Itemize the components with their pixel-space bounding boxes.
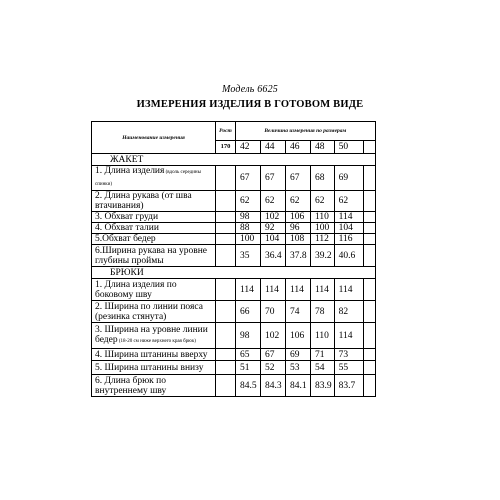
blank-cell xyxy=(363,375,375,397)
height-cell xyxy=(216,279,236,301)
height-value: 170 xyxy=(216,141,236,154)
height-cell xyxy=(216,323,236,349)
blank-cell xyxy=(363,361,375,375)
measurement-label: 4. Обхват талии xyxy=(95,223,159,233)
height-cell xyxy=(216,245,236,267)
value-cell: 78 xyxy=(311,301,335,323)
value-cell: 84.5 xyxy=(236,375,261,397)
value-cell: 66 xyxy=(236,301,261,323)
value-cell: 62 xyxy=(311,191,335,212)
blank-cell xyxy=(363,349,375,361)
measurement-name xyxy=(92,191,216,212)
table-row xyxy=(92,349,376,361)
value-cell: 53 xyxy=(286,361,311,375)
value-cell: 54 xyxy=(311,361,335,375)
measurement-label: 1. Длина изделия по боковому шву xyxy=(95,279,177,300)
value-cell: 114 xyxy=(334,212,363,223)
value-cell: 96 xyxy=(286,223,311,234)
table-row xyxy=(92,245,376,267)
measurement-label: 6.Ширина рукава на уровне глубины проймы xyxy=(95,245,208,266)
section-row xyxy=(92,154,376,166)
value-cell: 67 xyxy=(286,166,311,191)
section-row xyxy=(92,267,376,279)
value-cell: 84.1 xyxy=(286,375,311,397)
value-cell: 40.6 xyxy=(334,245,363,267)
table-row xyxy=(92,375,376,397)
value-cell: 36.4 xyxy=(261,245,286,267)
blank-cell xyxy=(363,279,375,301)
value-cell: 114 xyxy=(286,279,311,301)
value-cell: 74 xyxy=(286,301,311,323)
measurement-label: 3. Обхват груди xyxy=(95,212,159,222)
value-cell: 62 xyxy=(334,191,363,212)
measurement-name xyxy=(92,349,216,361)
value-cell: 51 xyxy=(236,361,261,375)
measurement-name xyxy=(92,361,216,375)
value-cell: 73 xyxy=(334,349,363,361)
section-title: ЖАКЕТ xyxy=(92,154,376,166)
section-title: БРЮКИ xyxy=(92,267,376,279)
value-cell: 112 xyxy=(311,234,335,245)
value-cell: 102 xyxy=(261,212,286,223)
measurement-name xyxy=(92,301,216,323)
height-cell xyxy=(216,191,236,212)
blank-cell xyxy=(363,323,375,349)
measurement-name xyxy=(92,323,216,349)
value-cell: 82 xyxy=(334,301,363,323)
value-cell: 114 xyxy=(334,279,363,301)
value-cell: 69 xyxy=(334,166,363,191)
height-cell xyxy=(216,234,236,245)
value-cell: 104 xyxy=(334,223,363,234)
value-cell: 106 xyxy=(286,323,311,349)
value-cell: 114 xyxy=(334,323,363,349)
size-header: 48 xyxy=(311,141,335,154)
table-row xyxy=(92,212,376,223)
value-cell: 114 xyxy=(311,279,335,301)
model-label: Модель 6625 xyxy=(221,84,279,95)
value-cell: 71 xyxy=(311,349,335,361)
value-cell: 104 xyxy=(261,234,286,245)
value-cell: 98 xyxy=(236,323,261,349)
page-title: ИЗМЕРЕНИЯ ИЗДЕЛИЯ В ГОТОВОМ ВИДЕ xyxy=(136,99,364,110)
value-cell: 35 xyxy=(236,245,261,267)
blank-cell xyxy=(363,301,375,323)
measurement-label: 6. Длина брюк по внутреннему шву xyxy=(95,375,167,396)
measurement-name xyxy=(92,279,216,301)
measurement-label: 3. Ширина на уровне линии бедер xyxy=(95,324,208,345)
blank-cell xyxy=(363,234,375,245)
table-row xyxy=(92,223,376,234)
height-cell xyxy=(216,349,236,361)
value-cell: 67 xyxy=(236,166,261,191)
blank-cell xyxy=(363,212,375,223)
value-cell: 55 xyxy=(334,361,363,375)
size-header: 50 xyxy=(334,141,363,154)
header-measurement-name: Наименование измерения xyxy=(92,122,216,154)
value-cell: 62 xyxy=(261,191,286,212)
table-row xyxy=(92,166,376,191)
height-cell xyxy=(216,301,236,323)
value-cell: 65 xyxy=(236,349,261,361)
value-cell: 67 xyxy=(261,166,286,191)
table-row xyxy=(92,323,376,349)
measurement-note: (вдоль середины спинки) xyxy=(95,170,201,187)
value-cell: 110 xyxy=(311,212,335,223)
value-cell: 83.7 xyxy=(334,375,363,397)
measurement-label: 5.Обхват бедер xyxy=(95,234,156,244)
value-cell: 114 xyxy=(236,279,261,301)
height-cell xyxy=(216,212,236,223)
value-cell: 116 xyxy=(334,234,363,245)
value-cell: 100 xyxy=(311,223,335,234)
value-cell: 88 xyxy=(236,223,261,234)
header-height: Рост xyxy=(216,122,236,141)
height-cell xyxy=(216,223,236,234)
measurement-label: 1. Длина изделия xyxy=(95,166,165,176)
value-cell: 62 xyxy=(236,191,261,212)
size-header: 44 xyxy=(261,141,286,154)
table-row xyxy=(92,234,376,245)
measurements-table xyxy=(91,121,376,397)
blank-cell xyxy=(363,191,375,212)
size-header: 46 xyxy=(286,141,311,154)
value-cell: 39.2 xyxy=(311,245,335,267)
measurement-name xyxy=(92,245,216,267)
value-cell: 100 xyxy=(236,234,261,245)
table-row xyxy=(92,191,376,212)
table-row xyxy=(92,361,376,375)
value-cell: 67 xyxy=(261,349,286,361)
value-cell: 69 xyxy=(286,349,311,361)
size-header: 42 xyxy=(236,141,261,154)
value-cell: 92 xyxy=(261,223,286,234)
value-cell: 62 xyxy=(286,191,311,212)
height-cell xyxy=(216,166,236,191)
measurement-note: (18-20 см ниже верхнего края брюк) xyxy=(117,338,196,344)
header-values: Величина измерения по размерам xyxy=(236,122,376,141)
blank-cell xyxy=(363,141,375,154)
measurement-label: 2. Длина рукава (от шва втачивания) xyxy=(95,191,192,211)
measurement-name xyxy=(92,223,216,234)
value-cell: 70 xyxy=(261,301,286,323)
value-cell: 68 xyxy=(311,166,335,191)
value-cell: 102 xyxy=(261,323,286,349)
blank-cell xyxy=(363,166,375,191)
value-cell: 52 xyxy=(261,361,286,375)
measurement-label: 5. Ширина штанины внизу xyxy=(95,362,204,373)
measurement-name xyxy=(92,212,216,223)
measurement-name xyxy=(92,234,216,245)
measurement-label: 2. Ширина по линии пояса (резинка стянута) xyxy=(95,301,203,322)
value-cell: 114 xyxy=(261,279,286,301)
value-cell: 110 xyxy=(311,323,335,349)
value-cell: 98 xyxy=(236,212,261,223)
value-cell: 83.9 xyxy=(311,375,335,397)
blank-cell xyxy=(363,223,375,234)
height-cell xyxy=(216,375,236,397)
value-cell: 106 xyxy=(286,212,311,223)
value-cell: 108 xyxy=(286,234,311,245)
table-row xyxy=(92,301,376,323)
value-cell: 84.3 xyxy=(261,375,286,397)
measurement-name xyxy=(92,166,216,191)
measurement-label: 4. Ширина штанины вверху xyxy=(95,349,208,360)
measurement-name xyxy=(92,375,216,397)
height-cell xyxy=(216,361,236,375)
value-cell: 37.8 xyxy=(286,245,311,267)
table-row xyxy=(92,279,376,301)
blank-cell xyxy=(363,245,375,267)
